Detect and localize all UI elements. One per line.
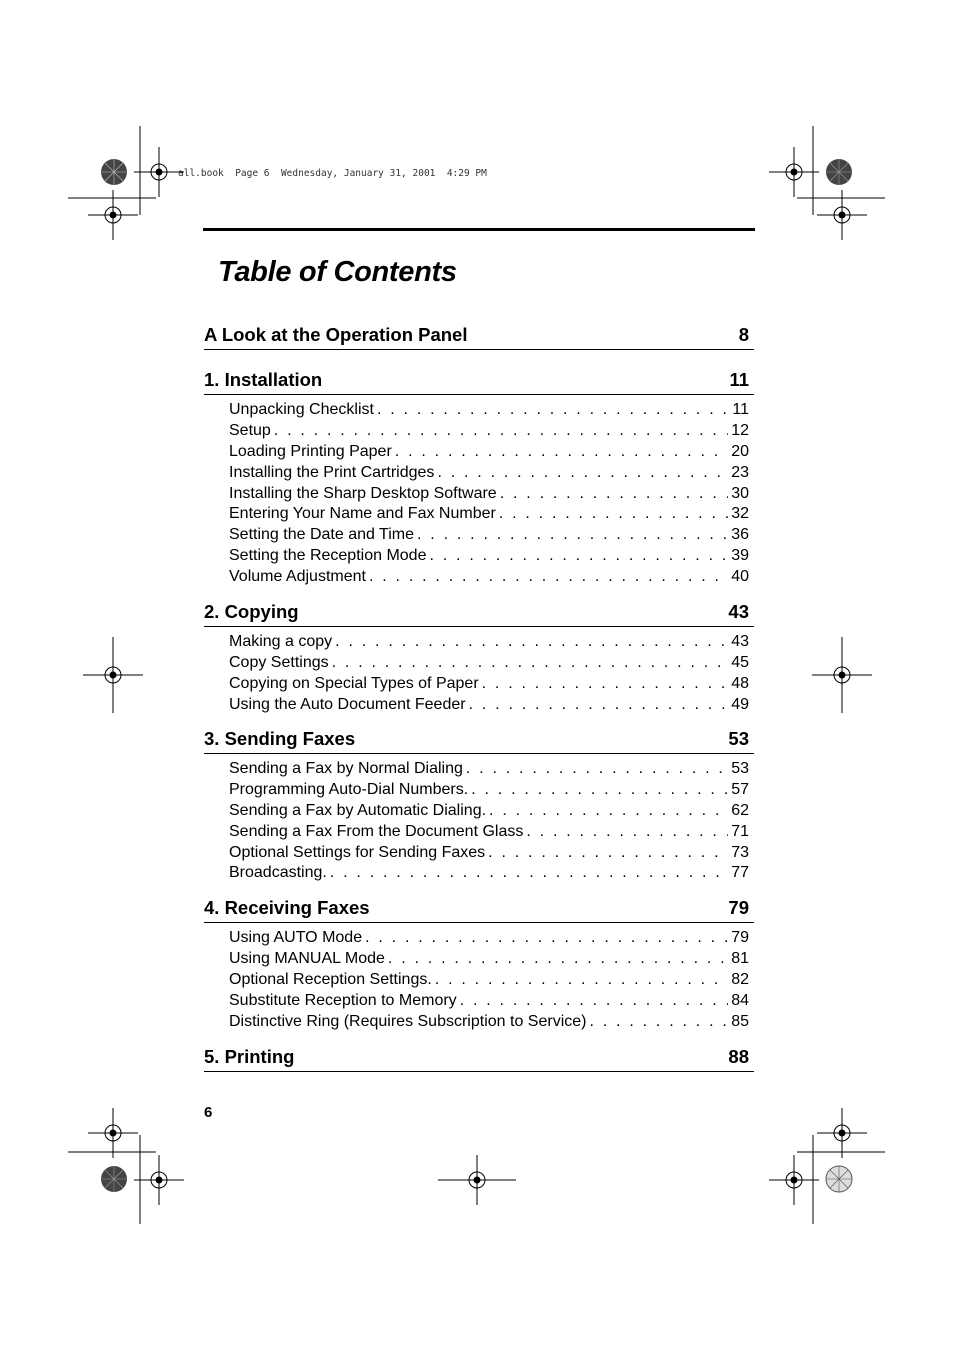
entry-page: 79	[731, 929, 749, 946]
leader-dots	[469, 695, 729, 716]
entry-page: 49	[731, 695, 749, 713]
toc-entry[interactable]	[229, 822, 749, 843]
toc-entry[interactable]	[229, 970, 749, 991]
entry-label: Programming Auto-Dial Numbers.	[229, 780, 469, 798]
toc-entry[interactable]	[229, 695, 749, 716]
leader-dots	[335, 632, 728, 653]
entry-list	[204, 400, 754, 588]
leader-dots	[489, 801, 728, 822]
entry-page: 39	[731, 547, 749, 565]
entry-page: 84	[731, 991, 749, 1009]
entry-label: Using the Auto Document Feeder	[229, 695, 466, 713]
entry-page: 36	[731, 526, 749, 544]
entry-page: 48	[731, 674, 749, 692]
toc-entry[interactable]	[229, 991, 749, 1012]
entry-label: Copying on Special Types of Paper	[229, 674, 479, 692]
toc-entry[interactable]	[229, 442, 749, 463]
section-page: 79	[728, 897, 749, 918]
entry-page: 62	[731, 801, 749, 819]
leader-dots	[377, 400, 729, 421]
crosshair-mark-upper-left	[88, 190, 138, 240]
toc-entry[interactable]	[229, 863, 749, 884]
entry-label: Entering Your Name and Fax Number	[229, 505, 496, 523]
entry-page: 40	[731, 568, 749, 586]
entry-label: Installing the Print Cartridges	[229, 463, 435, 481]
crosshair-mark-mid-right	[812, 637, 872, 713]
section-page: 43	[728, 601, 749, 622]
toc-entry[interactable]	[229, 546, 749, 567]
entry-label: Using AUTO Mode	[229, 929, 363, 946]
leader-dots	[482, 674, 729, 695]
entry-page: 77	[731, 864, 749, 882]
toc-entry[interactable]	[229, 463, 749, 484]
leader-dots	[365, 928, 728, 949]
entry-page: 57	[731, 780, 749, 798]
entry-list	[204, 759, 754, 884]
leader-dots	[437, 463, 728, 484]
entry-label: Volume Adjustment	[229, 568, 366, 586]
section-heading[interactable]: 4. Receiving Faxes	[204, 897, 370, 918]
section-page: 53	[728, 728, 749, 749]
entry-label: Setting the Date and Time	[229, 526, 414, 544]
leader-dots	[499, 504, 728, 525]
page-number: 6	[204, 1104, 213, 1121]
leader-dots	[369, 567, 728, 588]
entry-page: 43	[731, 633, 749, 650]
entry-page: 30	[731, 484, 749, 502]
section-heading[interactable]: 2. Copying	[204, 601, 299, 622]
leader-dots	[417, 525, 728, 546]
color-wheel-mark-bottom-left	[100, 1165, 128, 1193]
entry-page: 71	[731, 822, 749, 840]
leader-dots	[330, 863, 728, 884]
toc-entry[interactable]	[229, 632, 749, 653]
section-heading[interactable]: 5. Printing	[204, 1046, 295, 1067]
entry-page: 11	[732, 401, 749, 418]
crosshair-mark-bottom-center	[438, 1155, 516, 1205]
entry-label: Distinctive Ring (Requires Subscription to Service)	[229, 1012, 587, 1030]
entry-label: Unpacking Checklist	[229, 401, 374, 418]
file-slug: all.book Page 6 Wednesday, January 31, 2001 4:29 PM	[178, 168, 487, 179]
section-rule	[204, 1071, 754, 1072]
entry-page: 23	[731, 463, 749, 481]
entry-page: 20	[731, 442, 749, 460]
crosshair-mark-upper-right	[817, 190, 867, 240]
section-heading[interactable]: A Look at the Operation Panel	[204, 324, 468, 345]
leader-dots	[589, 1012, 728, 1033]
entry-page: 85	[731, 1012, 749, 1030]
section-rule	[204, 394, 754, 395]
section-heading[interactable]: 1. Installation	[204, 369, 323, 390]
toc-entry[interactable]	[229, 504, 749, 525]
entry-label: Sending a Fax by Automatic Dialing.	[229, 801, 487, 819]
toc-entry[interactable]	[229, 759, 749, 780]
leader-dots	[460, 991, 729, 1012]
leader-dots	[332, 653, 729, 674]
entry-label: Broadcasting.	[229, 864, 327, 882]
crosshair-mark-lower-left	[88, 1108, 138, 1158]
toc-entry[interactable]	[229, 949, 749, 970]
toc-section	[204, 369, 754, 588]
toc-entry[interactable]	[229, 567, 749, 588]
toc-entry[interactable]	[229, 843, 749, 864]
toc-entry[interactable]	[229, 928, 749, 949]
entry-label: Setup	[229, 421, 271, 439]
entry-label: Substitute Reception to Memory	[229, 991, 457, 1009]
color-wheel-mark-bottom-right	[825, 1165, 853, 1193]
toc-section	[204, 728, 754, 884]
leader-dots	[435, 970, 728, 991]
leader-dots	[526, 822, 728, 843]
entry-label: Optional Reception Settings.	[229, 970, 432, 988]
leader-dots	[466, 759, 728, 780]
entry-page: 81	[731, 949, 749, 967]
entry-label: Optional Settings for Sending Faxes	[229, 843, 486, 861]
leader-dots	[274, 421, 728, 442]
entry-label: Sending a Fax by Normal Dialing	[229, 760, 463, 777]
crosshair-mark-top-right	[769, 147, 819, 197]
entry-page: 45	[731, 653, 749, 671]
entry-page: 53	[731, 760, 749, 777]
entry-page: 73	[731, 843, 749, 861]
leader-dots	[395, 442, 728, 463]
entry-list	[204, 928, 754, 1032]
crosshair-mark-bottom-left	[134, 1155, 184, 1205]
entry-label: Loading Printing Paper	[229, 442, 392, 460]
toc-section	[204, 601, 754, 716]
section-page: 8	[738, 324, 749, 345]
entry-label: Making a copy	[229, 633, 333, 650]
entry-list	[204, 632, 754, 716]
section-page: 88	[728, 1046, 749, 1067]
entry-label: Setting the Reception Mode	[229, 547, 427, 565]
section-page: 11	[729, 369, 749, 390]
leader-dots	[488, 843, 728, 864]
color-wheel-mark-top-right	[825, 158, 853, 186]
crosshair-mark-top-left	[134, 147, 184, 197]
crosshair-mark-bottom-right	[769, 1155, 819, 1205]
toc-section	[204, 1046, 754, 1072]
crosshair-mark-mid-left	[83, 637, 143, 713]
entry-page: 12	[731, 421, 749, 439]
section-rule	[204, 753, 754, 754]
page-title: Table of Contents	[218, 256, 457, 288]
leader-dots	[471, 780, 728, 801]
section-rule	[204, 922, 754, 923]
entry-label: Installing the Sharp Desktop Software	[229, 484, 497, 502]
leader-dots	[388, 949, 728, 970]
toc-entry[interactable]	[229, 801, 749, 822]
toc-entry[interactable]	[229, 400, 749, 421]
crosshair-mark-lower-right	[817, 1108, 867, 1158]
color-wheel-mark-top-left	[100, 158, 128, 186]
section-rule	[204, 626, 754, 627]
toc-entry[interactable]	[229, 653, 749, 674]
toc-entry[interactable]	[229, 421, 749, 442]
entry-page: 32	[731, 505, 749, 523]
toc-section	[204, 324, 754, 350]
toc-entry[interactable]	[229, 484, 749, 505]
leader-dots	[500, 484, 729, 505]
toc-entry[interactable]	[229, 780, 749, 801]
entry-label: Using MANUAL Mode	[229, 949, 385, 967]
toc-entry[interactable]	[229, 525, 749, 546]
section-rule	[204, 349, 754, 350]
title-rule	[203, 228, 755, 231]
entry-label: Copy Settings	[229, 653, 329, 671]
toc-entry[interactable]	[229, 1012, 749, 1033]
entry-page: 82	[731, 970, 749, 988]
section-heading[interactable]: 3. Sending Faxes	[204, 728, 356, 749]
entry-label: Sending a Fax From the Document Glass	[229, 822, 524, 840]
leader-dots	[429, 546, 728, 567]
toc-entry[interactable]	[229, 674, 749, 695]
toc-section	[204, 897, 754, 1032]
